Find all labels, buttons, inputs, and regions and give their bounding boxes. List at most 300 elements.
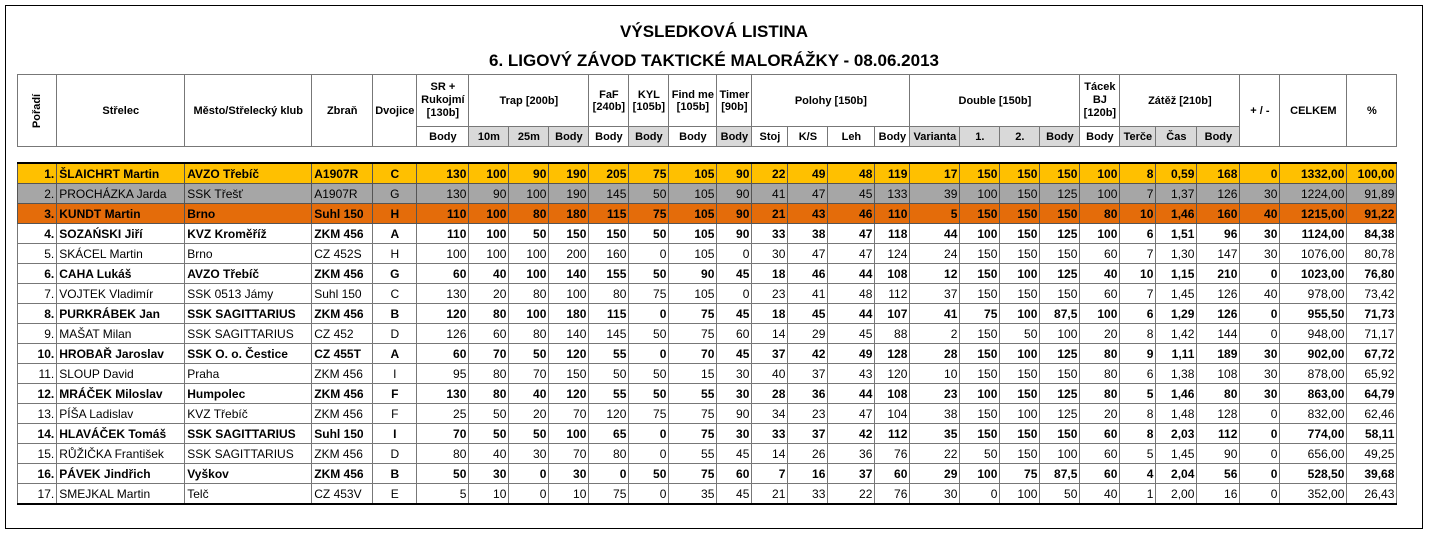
table-cell: SSK Třešť: [185, 184, 312, 204]
table-cell: 125: [1040, 264, 1080, 284]
table-cell: 37: [910, 284, 960, 304]
table-cell: 0: [1240, 304, 1280, 324]
table-cell: 0: [589, 464, 629, 484]
table-cell: 12.: [18, 384, 57, 404]
subheader: Varianta: [910, 127, 960, 147]
header-plusminus: + / -: [1240, 75, 1280, 147]
table-cell: 1,48: [1156, 404, 1197, 424]
table-cell: 30: [549, 464, 589, 484]
table-cell: 50: [589, 364, 629, 384]
table-cell: 352,00: [1280, 484, 1347, 505]
table-cell: 180: [549, 204, 589, 224]
table-cell: 45: [717, 264, 752, 284]
table-cell: 863,00: [1280, 384, 1347, 404]
subheader: Body: [417, 127, 469, 147]
table-cell: 80: [1197, 384, 1240, 404]
table-cell: 1,11: [1156, 344, 1197, 364]
table-cell: 150: [1040, 424, 1080, 444]
table-cell: 20: [1080, 324, 1120, 344]
table-cell: 10.: [18, 344, 57, 364]
table-cell: 108: [875, 384, 910, 404]
table-cell: 110: [417, 224, 469, 244]
table-cell: 8: [1120, 424, 1156, 444]
table-cell: 150: [1000, 444, 1040, 464]
table-cell: G: [373, 264, 417, 284]
table-cell: 0: [1240, 484, 1280, 505]
table-cell: D: [373, 324, 417, 344]
table-row: [18, 163, 1397, 184]
table-cell: 104: [875, 404, 910, 424]
table-cell: 44: [828, 264, 875, 284]
table-cell: 1,42: [1156, 324, 1197, 344]
table-cell: 80: [509, 284, 549, 304]
table-cell: 41: [788, 284, 828, 304]
table-cell: 528,50: [1280, 464, 1347, 484]
table-cell: 60: [1080, 424, 1120, 444]
table-cell: Suhl 150: [312, 424, 373, 444]
table-cell: 105: [669, 224, 717, 244]
table-cell: 100: [1080, 224, 1120, 244]
table-cell: 30: [717, 384, 752, 404]
header-dvojice: Dvojice: [373, 75, 417, 147]
table-cell: ZKM 456: [312, 444, 373, 464]
table-cell: 145: [589, 184, 629, 204]
table-cell: 75: [669, 424, 717, 444]
table-cell: 40: [1080, 264, 1120, 284]
table-cell: 107: [875, 304, 910, 324]
table-cell: 1,29: [1156, 304, 1197, 324]
table-cell: 210: [1197, 264, 1240, 284]
table-cell: 160: [1197, 204, 1240, 224]
table-cell: 100: [509, 264, 549, 284]
table-cell: 42: [788, 344, 828, 364]
table-cell: HROBAŘ Jaroslav: [57, 344, 185, 364]
table-cell: 80: [509, 324, 549, 344]
table-cell: 112: [875, 424, 910, 444]
table-cell: 150: [1000, 424, 1040, 444]
table-cell: 90: [469, 184, 509, 204]
table-cell: 41: [752, 184, 788, 204]
table-cell: 0: [717, 284, 752, 304]
table-cell: 23: [752, 284, 788, 304]
table-cell: 8: [1120, 404, 1156, 424]
table-cell: 100: [1040, 324, 1080, 344]
table-cell: 75: [669, 404, 717, 424]
table-cell: 100: [960, 464, 1000, 484]
table-cell: Suhl 150: [312, 284, 373, 304]
table-cell: 0: [629, 444, 669, 464]
table-cell: 100,00: [1347, 163, 1397, 184]
table-cell: 150: [960, 284, 1000, 304]
table-cell: 45: [828, 184, 875, 204]
table-cell: 16: [788, 464, 828, 484]
table-cell: 50: [1000, 324, 1040, 344]
table-cell: 60: [1080, 284, 1120, 304]
table-cell: 100: [1000, 264, 1040, 284]
table-cell: 0,59: [1156, 163, 1197, 184]
header-tacek: Tácek BJ [120b]: [1080, 75, 1120, 127]
table-cell: 110: [875, 204, 910, 224]
table-cell: 47: [788, 244, 828, 264]
table-cell: 100: [1000, 404, 1040, 424]
table-cell: 10: [469, 484, 509, 505]
table-cell: 47: [828, 244, 875, 264]
table-cell: C: [373, 163, 417, 184]
table-cell: 128: [875, 344, 910, 364]
header-celkem: CELKEM: [1280, 75, 1347, 147]
table-cell: 60: [1080, 464, 1120, 484]
table-row: [18, 404, 1397, 424]
table-cell: 100: [1000, 304, 1040, 324]
table-cell: 832,00: [1280, 404, 1347, 424]
table-cell: SSK O. o. Čestice: [185, 344, 312, 364]
table-cell: 8: [1120, 163, 1156, 184]
table-cell: 70: [549, 444, 589, 464]
table-cell: 45: [828, 324, 875, 344]
table-cell: 200: [549, 244, 589, 264]
table-cell: 75: [629, 163, 669, 184]
table-cell: 40: [1240, 284, 1280, 304]
table-cell: 133: [875, 184, 910, 204]
table-cell: 105: [669, 284, 717, 304]
table-cell: 150: [960, 344, 1000, 364]
table-cell: 80: [589, 444, 629, 464]
header-faf: FaF [240b]: [589, 75, 629, 127]
table-cell: 29: [910, 464, 960, 484]
table-cell: 5.: [18, 244, 57, 264]
table-cell: 73,42: [1347, 284, 1397, 304]
table-cell: 37: [788, 424, 828, 444]
table-cell: 126: [1197, 284, 1240, 304]
table-cell: 5: [910, 204, 960, 224]
table-cell: MRÁČEK Miloslav: [57, 384, 185, 404]
table-cell: 168: [1197, 163, 1240, 184]
table-cell: 150: [1040, 163, 1080, 184]
table-cell: 147: [1197, 244, 1240, 264]
table-cell: 23: [788, 404, 828, 424]
table-cell: 150: [1040, 364, 1080, 384]
table-cell: 30: [752, 244, 788, 264]
page-subtitle: 6. LIGOVÝ ZÁVOD TAKTICKÉ MALORÁŽKY - 08.06.2013: [489, 51, 939, 70]
table-cell: 40: [1080, 484, 1120, 505]
table-cell: 33: [788, 484, 828, 505]
table-cell: 126: [1197, 304, 1240, 324]
table-cell: 10: [549, 484, 589, 505]
table-cell: 56: [1197, 464, 1240, 484]
table-cell: 0: [717, 244, 752, 264]
table-cell: 150: [1000, 384, 1040, 404]
table-cell: 75: [669, 464, 717, 484]
table-cell: 1,51: [1156, 224, 1197, 244]
table-cell: CZ 452S: [312, 244, 373, 264]
table-cell: 150: [960, 424, 1000, 444]
subheader: Body: [1080, 127, 1120, 147]
table-cell: 150: [1040, 284, 1080, 304]
table-cell: 5: [1120, 444, 1156, 464]
table-cell: Brno: [185, 244, 312, 264]
table-cell: ZKM 456: [312, 304, 373, 324]
table-cell: 948,00: [1280, 324, 1347, 344]
table-cell: 41: [910, 304, 960, 324]
table-cell: 75: [629, 404, 669, 424]
table-cell: 35: [910, 424, 960, 444]
table-cell: 119: [875, 163, 910, 184]
table-cell: 30: [1240, 184, 1280, 204]
table-cell: 55: [669, 384, 717, 404]
table-cell: 108: [1197, 364, 1240, 384]
table-cell: 180: [549, 304, 589, 324]
table-cell: 7: [1120, 284, 1156, 304]
table-cell: ZKM 456: [312, 364, 373, 384]
header-percent: %: [1347, 75, 1397, 147]
table-cell: 125: [1040, 224, 1080, 244]
table-cell: 9.: [18, 324, 57, 344]
table-row: [18, 424, 1397, 444]
table-cell: 100: [960, 384, 1000, 404]
table-cell: 120: [589, 404, 629, 424]
table-cell: 0: [629, 244, 669, 264]
table-cell: Vyškov: [185, 464, 312, 484]
table-cell: 50: [509, 344, 549, 364]
table-cell: 33: [752, 424, 788, 444]
table-cell: 90: [717, 163, 752, 184]
table-cell: 37: [828, 464, 875, 484]
table-cell: 21: [752, 204, 788, 224]
table-cell: 37: [752, 344, 788, 364]
table-cell: B: [373, 464, 417, 484]
table-row: [18, 384, 1397, 404]
table-cell: ZKM 456: [312, 224, 373, 244]
subheader: Body: [1197, 127, 1240, 147]
table-cell: KVZ Kroměříž: [185, 224, 312, 244]
table-cell: 150: [1000, 163, 1040, 184]
table-cell: 150: [960, 324, 1000, 344]
table-cell: 70: [509, 364, 549, 384]
table-cell: I: [373, 364, 417, 384]
table-cell: ŠLAICHRT Martin: [57, 163, 185, 184]
table-cell: SSK SAGITTARIUS: [185, 304, 312, 324]
table-cell: KUNDT Martin: [57, 204, 185, 224]
table-cell: 30: [717, 424, 752, 444]
table-cell: 26: [788, 444, 828, 464]
table-cell: 71,17: [1347, 324, 1397, 344]
table-cell: ZKM 456: [312, 404, 373, 424]
table-cell: 1,45: [1156, 444, 1197, 464]
table-cell: 100: [469, 204, 509, 224]
table-cell: 190: [549, 184, 589, 204]
table-cell: 1,45: [1156, 284, 1197, 304]
table-cell: 37: [788, 364, 828, 384]
table-cell: KVZ Třebíč: [185, 404, 312, 424]
table-cell: 100: [1080, 184, 1120, 204]
table-cell: 30: [1240, 344, 1280, 364]
results-table: [17, 74, 1397, 505]
table-cell: 80: [1080, 364, 1120, 384]
table-cell: 144: [1197, 324, 1240, 344]
table-cell: ZKM 456: [312, 464, 373, 484]
table-cell: 50: [509, 424, 549, 444]
table-cell: 12: [910, 264, 960, 284]
table-row: [18, 484, 1397, 505]
table-cell: 656,00: [1280, 444, 1347, 464]
table-cell: 20: [1080, 404, 1120, 424]
table-cell: 1224,00: [1280, 184, 1347, 204]
table-cell: 60: [1080, 444, 1120, 464]
table-cell: RŮŽIČKA František: [57, 444, 185, 464]
table-cell: CAHA Lukáš: [57, 264, 185, 284]
table-cell: ZKM 456: [312, 384, 373, 404]
table-cell: 20: [509, 404, 549, 424]
table-cell: H: [373, 204, 417, 224]
table-cell: 39: [910, 184, 960, 204]
table-cell: 100: [1000, 344, 1040, 364]
subheader: Terče: [1120, 127, 1156, 147]
table-cell: 14: [752, 324, 788, 344]
table-cell: 80: [417, 444, 469, 464]
table-cell: 3.: [18, 204, 57, 224]
table-cell: 80: [589, 284, 629, 304]
table-cell: 38: [910, 404, 960, 424]
table-cell: 58,11: [1347, 424, 1397, 444]
table-cell: 50: [629, 384, 669, 404]
table-cell: 40: [469, 264, 509, 284]
table-cell: 64,79: [1347, 384, 1397, 404]
table-cell: B: [373, 304, 417, 324]
table-cell: 145: [589, 324, 629, 344]
table-cell: 60: [417, 344, 469, 364]
table-cell: 15.: [18, 444, 57, 464]
table-cell: 55: [589, 384, 629, 404]
table-cell: 1124,00: [1280, 224, 1347, 244]
table-cell: 0: [1240, 444, 1280, 464]
table-cell: 126: [417, 324, 469, 344]
table-cell: 80,78: [1347, 244, 1397, 264]
table-cell: 112: [875, 284, 910, 304]
table-cell: 44: [828, 304, 875, 324]
table-cell: Praha: [185, 364, 312, 384]
table-cell: SSK SAGITTARIUS: [185, 444, 312, 464]
table-row: [18, 344, 1397, 364]
table-cell: PÍŠA Ladislav: [57, 404, 185, 424]
table-cell: 0: [509, 484, 549, 505]
table-cell: 120: [875, 364, 910, 384]
table-cell: 0: [629, 304, 669, 324]
table-cell: 46: [828, 204, 875, 224]
table-cell: 71,73: [1347, 304, 1397, 324]
table-cell: 150: [589, 224, 629, 244]
table-cell: 140: [549, 324, 589, 344]
table-cell: 126: [1197, 184, 1240, 204]
table-cell: 90: [717, 404, 752, 424]
table-cell: 62,46: [1347, 404, 1397, 424]
table-cell: 150: [1040, 204, 1080, 224]
table-cell: 39,68: [1347, 464, 1397, 484]
table-cell: 49: [788, 163, 828, 184]
table-cell: 150: [960, 364, 1000, 384]
table-cell: 0: [629, 344, 669, 364]
table-cell: 50: [1040, 484, 1080, 505]
table-cell: 90: [717, 204, 752, 224]
table-cell: 34: [752, 404, 788, 424]
table-cell: 47: [788, 184, 828, 204]
table-cell: 45: [788, 304, 828, 324]
table-cell: 90: [717, 184, 752, 204]
table-cell: 1,46: [1156, 204, 1197, 224]
header-zbran: Zbraň: [312, 75, 373, 147]
table-cell: 1: [1120, 484, 1156, 505]
table-cell: 30: [509, 444, 549, 464]
table-cell: 150: [1000, 244, 1040, 264]
table-cell: 0: [629, 484, 669, 505]
table-cell: 30: [1240, 224, 1280, 244]
table-cell: 125: [1040, 184, 1080, 204]
table-cell: 105: [669, 184, 717, 204]
header-zatez: Zátěž [210b]: [1120, 75, 1240, 127]
table-cell: Brno: [185, 204, 312, 224]
table-cell: 9: [1120, 344, 1156, 364]
subheader: 25m: [509, 127, 549, 147]
table-cell: 30: [1240, 384, 1280, 404]
table-cell: 13.: [18, 404, 57, 424]
table-cell: 150: [960, 264, 1000, 284]
table-cell: 45: [717, 444, 752, 464]
table-cell: 150: [1040, 244, 1080, 264]
table-cell: F: [373, 404, 417, 424]
table-cell: 75: [629, 284, 669, 304]
table-cell: I: [373, 424, 417, 444]
table-cell: 11.: [18, 364, 57, 384]
table-cell: 2: [910, 324, 960, 344]
table-cell: 17: [910, 163, 960, 184]
table-cell: 15: [669, 364, 717, 384]
table-cell: 55: [589, 344, 629, 364]
table-cell: 30: [717, 364, 752, 384]
table-cell: 48: [828, 163, 875, 184]
subheader: Čas: [1156, 127, 1197, 147]
table-cell: 80: [469, 364, 509, 384]
table-cell: 50: [417, 464, 469, 484]
table-cell: 6: [1120, 364, 1156, 384]
table-cell: 0: [1240, 424, 1280, 444]
table-cell: 1.: [18, 163, 57, 184]
table-cell: 6: [1120, 224, 1156, 244]
table-cell: 80: [469, 304, 509, 324]
table-cell: 4.: [18, 224, 57, 244]
table-cell: 36: [828, 444, 875, 464]
table-cell: 150: [1000, 184, 1040, 204]
table-cell: 100: [960, 184, 1000, 204]
table-cell: 30: [910, 484, 960, 505]
table-cell: Suhl 150: [312, 204, 373, 224]
header-mesto: Město/Střelecký klub: [185, 75, 312, 147]
table-cell: 75: [960, 304, 1000, 324]
table-cell: 0: [1240, 464, 1280, 484]
table-cell: 47: [828, 224, 875, 244]
table-cell: 125: [1040, 344, 1080, 364]
table-cell: 43: [828, 364, 875, 384]
table-cell: 100: [509, 304, 549, 324]
table-cell: 118: [875, 224, 910, 244]
table-cell: 45: [717, 484, 752, 505]
table-cell: 105: [669, 204, 717, 224]
table-cell: 205: [589, 163, 629, 184]
header-poradi: Pořadí: [18, 75, 57, 147]
table-cell: 150: [1000, 224, 1040, 244]
table-cell: 80: [509, 204, 549, 224]
table-cell: MAŠAT Milan: [57, 324, 185, 344]
table-cell: 978,00: [1280, 284, 1347, 304]
table-cell: 75: [669, 304, 717, 324]
